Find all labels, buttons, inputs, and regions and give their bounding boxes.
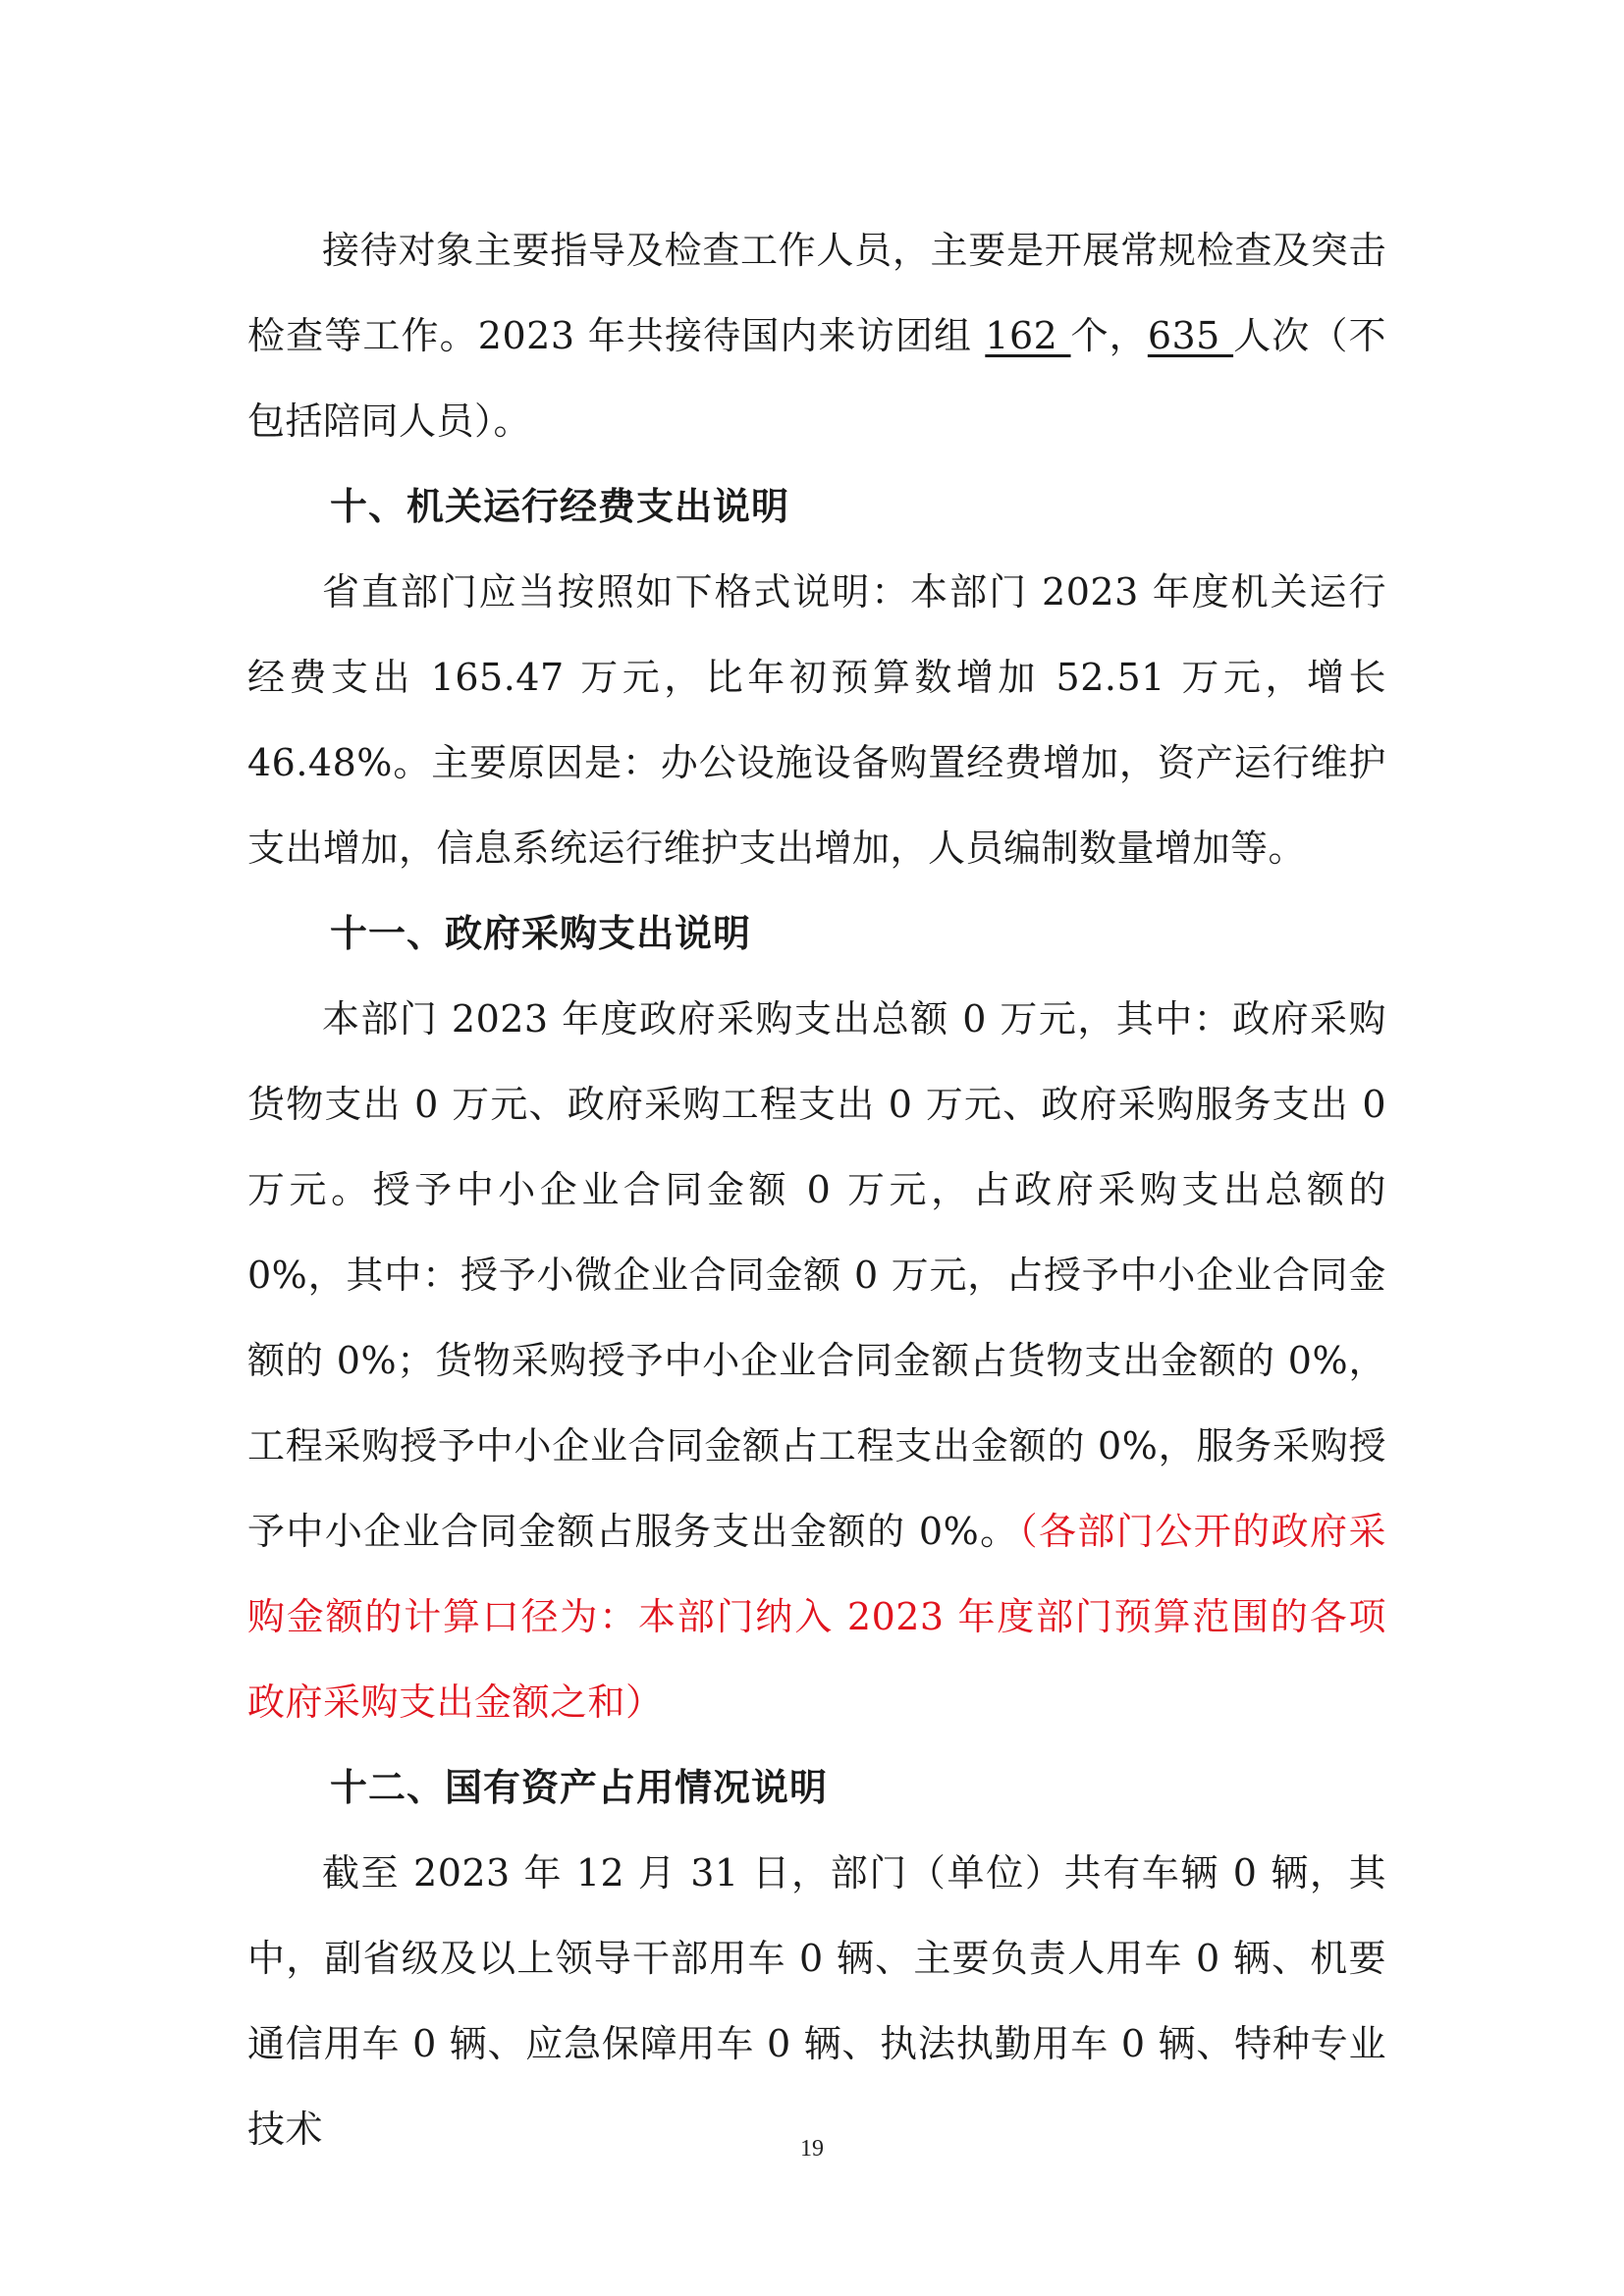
paragraph-section-11 [247,977,1386,1745]
heading-section-12: 十二、国有资产占用情况说明 [330,1766,829,1809]
procurement-text: 本部门 2023 年度政府采购支出总额 0 万元，其中：政府采购货物支出 0 万元、政府采购工程支出 0 万元、政府采购服务支出 0 万元。授予中小企业合同金额 0 万元，占政府采购支出总额的 0%，其中：授予小微企业合同金额 0 万元，占授予中小企业合同金额的 0%；货物采购授予中小企业合同金额占货物支出金额的 0%，工程采购授予中小企业合同金额占工程支出金额的 0%，服务采购授予中小企业合同金额占服务支出金额的 0%。 [247,997,1386,1553]
procurement-note: （各部门公开的政府采购金额的计算口径为：本部门纳入 2023 年度部门预算范围的各项政府采购支出金额之和） [247,1510,1386,1724]
reception-text-b: 个， [1070,314,1148,357]
paragraph-section-10: 省直部门应当按照如下格式说明：本部门 2023 年度机关运行经费支出 165.47 万元，比年初预算数增加 52.51 万元，增长 46.48%。主要原因是：办公设施设备购置经费增加，资产运行维护支出增加，信息系统运行维护支出增加，人员编制数量增加等。 [247,570,1386,870]
document-body [247,208,1386,2172]
page-number: 19 [800,2136,824,2162]
paragraph-reception [247,208,1386,464]
reception-text-a: 接待对象主要指导及检查工作人员，主要是开展常规检查及突击检查等工作。2023 年共接待国内来访团组 [247,229,1386,357]
heading-section-10: 十、机关运行经费支出说明 [330,485,790,528]
heading-section-11: 十一、政府采购支出说明 [330,912,752,955]
reception-groups-count: 162 [985,314,1071,357]
reception-visits-count: 635 [1147,314,1234,357]
reception-text-c: 人次（不包括陪同人员）。 [247,314,1386,443]
paragraph-section-12: 截至 2023 年 12 月 31 日，部门（单位）共有车辆 0 辆，其中，副省级及以上领导干部用车 0 辆、主要负责人用车 0 辆、机要通信用车 0 辆、应急保障用车 0 辆、执法执勤用车 0 辆、特种专业技术 [247,1851,1386,2151]
